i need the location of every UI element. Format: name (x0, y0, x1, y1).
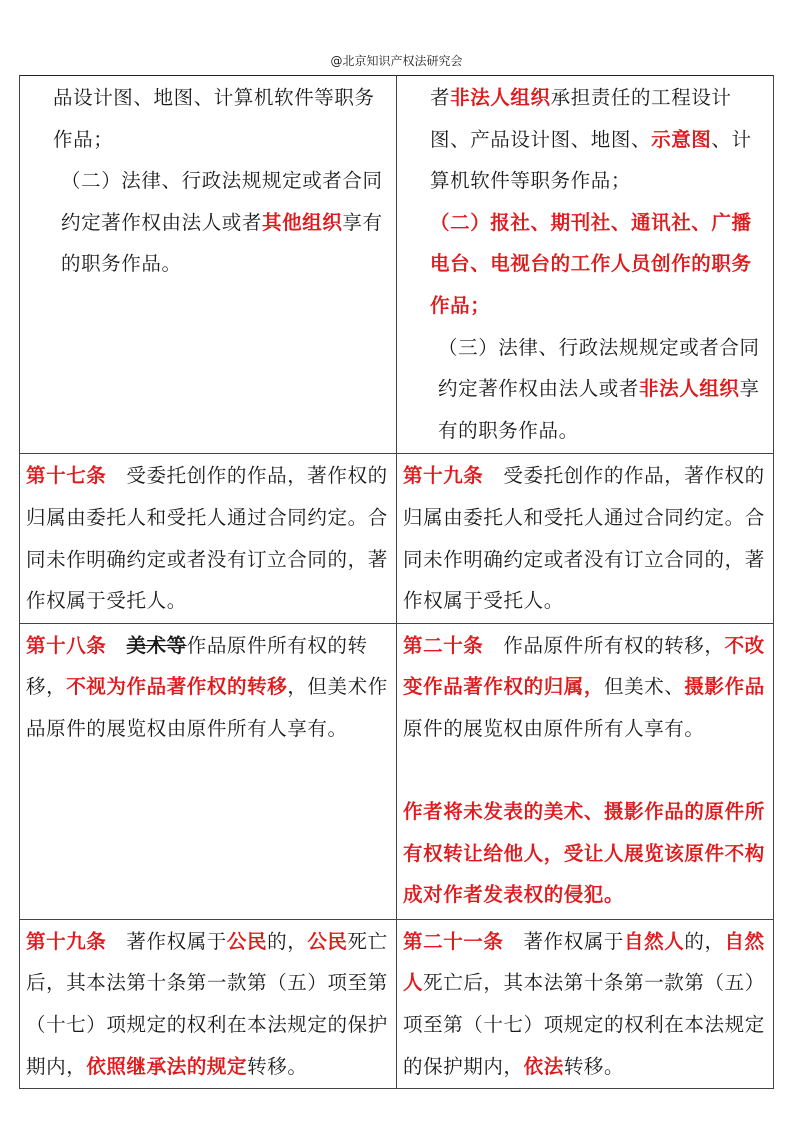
paragraph: （二）法律、行政法规规定或者合同约定著作权由法人或者其他组织享有的职务作品。 (61, 169, 383, 276)
article-number: 第二十条 (403, 633, 484, 657)
new-law-cell: 第二十一条 著作权属于自然人的，自然人死亡后，其本法第十条第一款第（五）项至第（十七）项规定的权利在本法规定的保护期内，依法转移。 (397, 919, 774, 1088)
new-law-cell (397, 75, 774, 454)
table-row (20, 75, 774, 454)
highlight-text: 非法人组织 (639, 377, 740, 401)
old-law-cell: 第十八条 美术等作品原件所有权的转移，不视为作品著作权的转移，但美术作品原件的展览权由原件所有人享有。 (20, 623, 397, 919)
article-number: 第十九条 (26, 929, 107, 953)
page-header: @北京知识产权法研究会 (330, 54, 463, 68)
highlight-text: 不视为作品著作权的转移 (66, 675, 288, 699)
highlight-text: 自然人 (624, 929, 685, 953)
comparison-table (19, 75, 774, 1089)
article-text: 受委托创作的作品，著作权的归属由委托人和受托人通过合同约定。合同未作明确约定或者没有订立合同的，著作权属于受托人。 (403, 464, 765, 613)
article-number: 第十八条 (26, 633, 107, 657)
highlight-text: 示意图 (651, 127, 712, 151)
new-law-cell (397, 454, 774, 623)
highlight-text: 不改变作品著作权的归属， (403, 633, 765, 699)
table-row (20, 919, 774, 1088)
table-row (20, 454, 774, 623)
old-law-cell (20, 454, 397, 623)
highlight-text: 摄影作品 (684, 675, 765, 699)
old-law-cell: 第十九条 著作权属于公民的，公民死亡后，其本法第十条第一款第（五）项至第（十七）项规定的权利在本法规定的保护期内，依照继承法的规定转移。 (20, 919, 397, 1088)
article-number: 第十九条 (403, 464, 484, 488)
article-number: 第二十一条 (403, 929, 504, 953)
highlight-text: 依法 (523, 1054, 564, 1078)
paragraph: 品设计图、地图、计算机软件等职务作品； (53, 86, 375, 151)
paragraph: 第二十条 作品原件所有权的转移，不改变作品著作权的归属，但美术、摄影作品原件的展览权由原件所有人享有。 (403, 633, 765, 740)
highlight-text: 公民 (307, 929, 348, 953)
highlight-text: 自然人 (403, 929, 765, 995)
deleted-text: 美术等 (126, 633, 187, 657)
paragraph-highlight: 作者将未发表的美术、摄影作品的原件所有权转让给他人，受让人展览该原件不构成对作者发表权的侵犯。 (403, 800, 765, 907)
paragraph: （三）法律、行政法规规定或者合同约定著作权由法人或者非法人组织享有的职务作品。 (438, 335, 760, 442)
article-number: 第十七条 (26, 464, 107, 488)
highlight-text: 公民 (226, 929, 268, 953)
highlight-text: 依照继承法的规定 (86, 1054, 248, 1078)
old-law-cell (20, 75, 397, 454)
highlight-text: 其他组织 (262, 210, 343, 234)
table-row (20, 623, 774, 919)
paragraph: 者非法人组织承担责任的工程设计图、产品设计图、地图、示意图、计算机软件等职务作品； (430, 86, 752, 193)
highlight-text: 非法人组织 (450, 86, 551, 109)
article-text: 受委托创作的作品，著作权的归属由委托人和受托人通过合同约定。合同未作明确约定或者没有订立合同的，著作权属于受托人。 (26, 464, 388, 613)
paragraph-highlight: （二）报社、期刊社、通讯社、广播电台、电视台的工作人员创作的职务作品； (430, 210, 752, 317)
new-law-cell (397, 623, 774, 919)
